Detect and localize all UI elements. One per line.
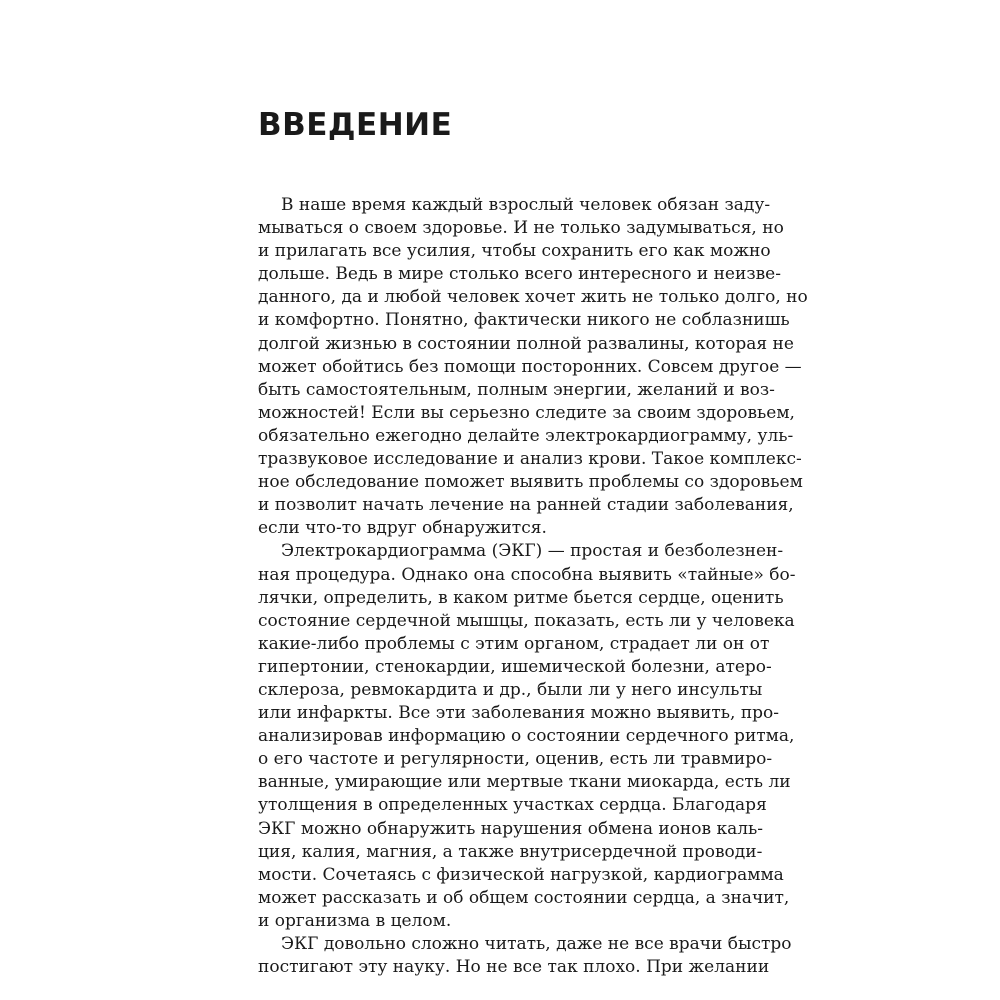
text-line: утолщения в определенных участках сердца. Благодаря (258, 795, 767, 816)
text-line: мываться о своем здоровье. И не только задумываться, но (258, 218, 784, 239)
text-line: и организма в целом. (258, 910, 452, 931)
text-line: можностей! Если вы серьезно следите за своим здоровьем, (258, 402, 795, 423)
text-line: и комфортно. Понятно, фактически никого не соблазнишь (258, 310, 790, 331)
text-line: ное обследование поможет выявить проблемы со здоровьем (258, 472, 803, 493)
text-line: склероза, ревмокардита и др., были ли у него инсульты (258, 679, 763, 700)
text-line: ЭКГ довольно сложно читать, даже не все врачи быстро (281, 934, 792, 954)
text-line: или инфаркты. Все эти заболевания можно выявить, про- (258, 703, 780, 724)
text-line: долгой жизнью в состоянии полной развалины, которая не (258, 333, 794, 354)
chapter-heading: ВВЕДЕНИЕ (258, 107, 453, 143)
text-line: анализировав информацию о состоянии сердечного ритма, (258, 726, 795, 747)
text-line: гипертонии, стенокардии, ишемической болезни, атеро- (258, 656, 772, 677)
text-line: быть самостоятельным, полным энергии, желаний и воз- (258, 379, 775, 400)
text-line: лячки, определить, в каком ритме бьется сердце, оценить (258, 587, 784, 608)
text-line: и позволит начать лечение на ранней стадии заболевания, (258, 495, 794, 516)
text-line: какие-либо проблемы с этим органом, страдает ли он от (258, 633, 770, 654)
text-line: Электрокардиограмма (ЭКГ) — простая и безболезнен- (281, 541, 784, 562)
text-line: может рассказать и об общем состоянии сердца, а значит, (258, 887, 790, 908)
text-line: ванные, умирающие или мертвые ткани миокарда, есть ли (258, 772, 791, 793)
text-line: мости. Сочетаясь с физической нагрузкой, кардиограмма (258, 864, 784, 885)
text-line: о его частоте и регулярности, оценив, есть ли травмиро- (258, 749, 773, 770)
text-line: обязательно ежегодно делайте электрокардиограмму, уль- (258, 425, 794, 446)
text-line: дольше. Ведь в мире столько всего интересного и неизве- (258, 264, 781, 285)
text-line: состояние сердечной мышцы, показать, есть ли у человека (258, 610, 795, 631)
text-line: данного, да и любой человек хочет жить не только долго, но (258, 287, 808, 308)
text-line: если что-то вдруг обнаружится. (258, 518, 547, 539)
text-line: может обойтись без помощи посторонних. Совсем другое — (258, 356, 802, 377)
text-line: ция, калия, магния, а также внутрисердечной проводи- (258, 841, 763, 862)
text-line: тразвуковое исследование и анализ крови. Такое комплекс- (258, 449, 802, 470)
body-text (258, 194, 808, 979)
text-line: и прилагать все усилия, чтобы сохранить его как можно (258, 241, 771, 262)
text-line: ная процедура. Однако она способна выявить «тайные» бо- (258, 564, 796, 585)
text-line: В наше время каждый взрослый человек обязан заду- (281, 195, 771, 215)
text-line: постигают эту науку. Но не все так плохо. При желании (258, 957, 770, 978)
text-line: ЭКГ можно обнаружить нарушения обмена ионов каль- (258, 818, 764, 839)
